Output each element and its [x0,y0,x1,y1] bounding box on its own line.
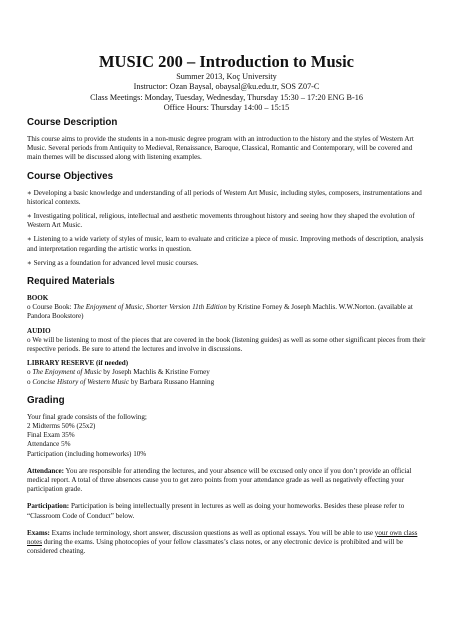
term-line: Summer 2013, Koç University [176,72,277,81]
meetings-line: Class Meetings: Monday, Tuesday, Wednesday, Thursday 15:30 – 17:20 ENG B-16 [90,92,363,102]
course-description-text: This course aims to provide the students in a non-music degree program with an introduction to the history and the styles of Western Art Music. Several periods from Antiquity to Medieval, Renaissance, Baroque, Classical, Romantic and Contemporary, will be covered and main themes will be discussed along with listening examples. [27,135,414,162]
page-title: MUSIC 200 – Introduction to Music [98,52,354,71]
required-materials-heading: Required Materials [27,276,115,288]
grading-line: Final Exam 35% [27,431,75,440]
grading-heading: Grading [27,394,65,406]
participation-label: Participation: [27,502,70,511]
exams-label: Exams: [27,528,50,537]
library-item: o Concise History of Western Music by Barbara Russano Hanning [27,377,215,386]
instructor-line: Instructor: Ozan Baysal, obaysal@ku.edu.tr, SOS Z07-C [133,82,320,92]
grading-line: 2 Midterms 50% (25x2) [27,422,96,431]
objective-item: ∗ Investigating political, religious, intellectual and aesthetic movements throughout history and seeing how they shaped the evolution of Western Art Music. [27,212,415,230]
exams-paragraph: Exams: Exams include terminology, short answer, discussion questions as well as optional essays. You will be able to use your own class notes during the exams. Using photocopies of your fellow classmates’s class notes, or any electronic device is prohibited and will be considered cheating. [27,528,418,556]
syllabus-body [27,117,427,557]
course-description-heading: Course Description [27,117,118,128]
grading-line: Attendance 5% [27,440,71,449]
attendance-paragraph: Attendance: You are responsible for attending the lectures, and your absence will be excused only once if you don’t provide an official medical report. A total of three absences cause you to get zero points from your attendance grade as well as negatively effecting your participation grade. [27,466,412,494]
audio-label: AUDIO [27,326,51,335]
class-notes-underline: your own class notes [27,528,418,547]
grading-intro: Your final grade consists of the following; [27,412,147,421]
grading-line: Participation (including homeworks) 10% [27,449,147,458]
audio-text: o We will be listening to most of the pieces that are covered in the book (listening guides) as well as some other significant pieces from their respective periods. Be sure to attend the lectures and involve in discussions. [27,335,426,354]
objective-item: ∗ Serving as a foundation for advanced level music courses. [27,258,199,267]
book-title: The Enjoyment of Music, Shorter Version 11th Edition [73,303,227,312]
participation-paragraph: Participation: Participation is being intellectually present in lectures as well as doing your homeworks. Besides these please refer to “Classroom Code of Conduct” below. [27,502,405,520]
syllabus-header [0,52,453,114]
office-hours-line: Office Hours: Thursday 14:00 – 15:15 [163,103,290,113]
book-entry: o Course Book: The Enjoyment of Music, Shorter Version 11th Edition by Kristine Forney & Joseph Machlis. W.W.Norton. (available at Pandora Bookstore) [27,303,413,321]
objective-item: ∗ Developing a basic knowledge and understanding of all periods of Western Art Music, including styles, composers, instrumentations and historical contexts. [27,188,422,206]
library-item: o The Enjoyment of Music by Joseph Machlis & Kristine Forney [27,368,210,377]
book-label: BOOK [27,294,49,303]
objective-item: ∗ Listening to a wide variety of styles of music, learn to evaluate and criticize a piece of music. Improving methods of description, analysis and interpretation regarding the artistic works in question. [27,235,424,253]
course-objectives-heading: Course Objectives [27,170,114,182]
attendance-label: Attendance: [27,466,65,475]
library-reserve-label: LIBRARY RESERVE (if needed) [27,359,129,368]
